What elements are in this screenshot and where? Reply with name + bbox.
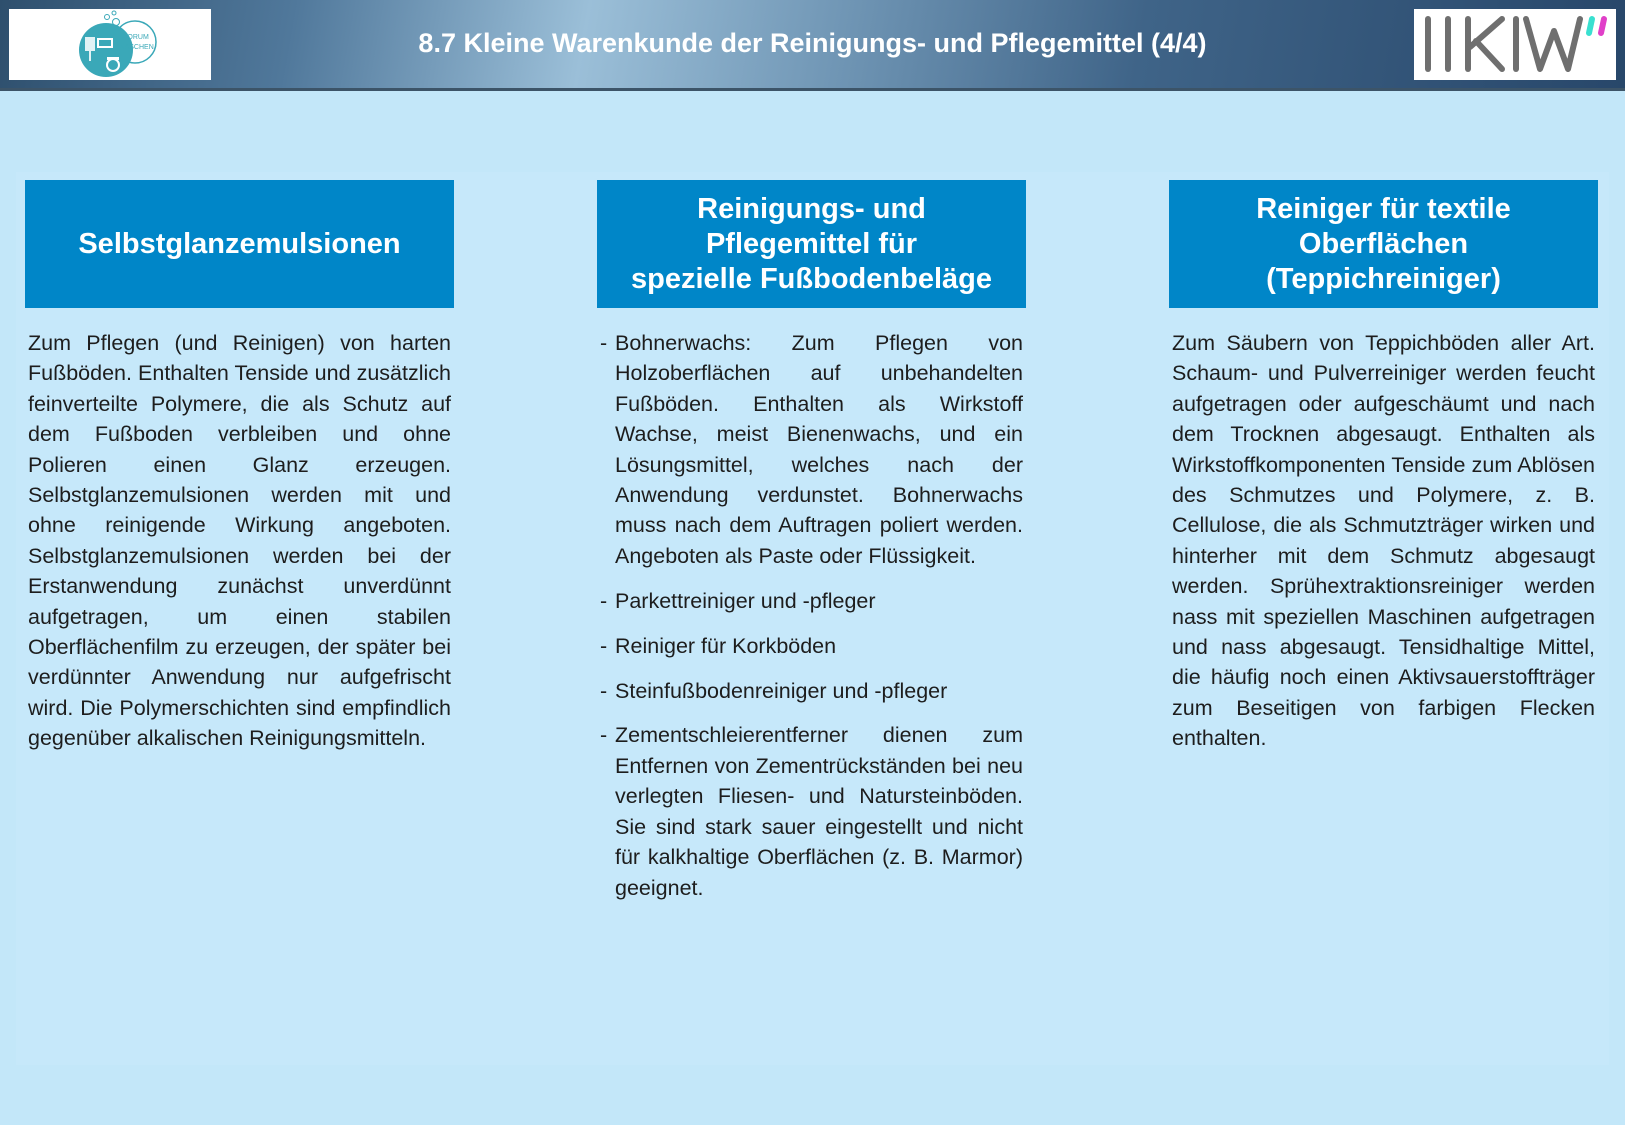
forum-waschen-logo-icon	[9, 9, 211, 80]
heading-line: spezielle Fußbodenbeläge	[631, 262, 992, 295]
list-item: - Parkettreiniger und -pfleger	[600, 586, 1023, 616]
svg-text:WASCHEN: WASCHEN	[118, 44, 154, 51]
heading-line: Reinigungs- und	[697, 192, 926, 225]
heading-line: Pflegemittel für	[705, 227, 918, 260]
product-list	[597, 328, 1026, 903]
ikw-logo-icon	[1414, 9, 1616, 80]
column-heading-text	[1256, 192, 1511, 297]
column-spezielle-fussbodenbelaege	[597, 180, 1026, 917]
heading-line: Oberflächen	[1298, 227, 1469, 260]
list-item: - Bohnerwachs: Zum Pflegen von Holzoberflächen auf unbehandelten Fußböden. Enthalten als Wirkstoff Wachse, meist Bienenwachs, und ein Lösungsmittel, welches nach der Anwendung verdunstet. Bohnerwachs muss nach dem Auftragen poliert werden. Angeboten als Paste oder Flüssigkeit.	[600, 328, 1023, 571]
heading-line: (Teppichreiniger)	[1266, 262, 1501, 295]
column-heading	[25, 180, 454, 308]
column-body-text: Zum Säubern von Teppichböden aller Art. Schaum- und Pulverreiniger werden feucht aufgetragen oder aufgeschäumt und nach dem Trocknen abgesaugt. Enthalten als Wirkstoffkomponenten Tenside zum Ablösen des Schmutzes und Polymere, z. B. Cellulose, die als Schmutzträger wirken und hinterher mit dem Schmutz abgesaugt werden. Sprühextraktionsreiniger werden nass mit speziellen Maschinen aufgetragen und nass abgesaugt. Tensidhaltige Mittel, die häufig noch einen Aktivsauerstoffträger zum Beseitigen von farbigen Flecken enthalten.	[1172, 331, 1595, 751]
list-item: - Zementschleierentferner dienen zum Entfernen von Zementrückständen bei neu verlegten Fliesen- und Natursteinböden. Sie sind stark sauer eingestellt und nicht für kalkhaltige Oberflächen (z. B. Marmor) geeignet.	[600, 720, 1023, 902]
column-heading-text: Selbstglanzemulsionen	[78, 227, 401, 260]
header-bar	[0, 0, 1625, 91]
heading-line: Reiniger für textile	[1256, 192, 1511, 225]
forum-waschen-logo	[9, 9, 211, 80]
column-textile-oberflaechen	[1169, 180, 1598, 754]
column-heading	[597, 180, 1026, 308]
ikw-logo	[1414, 9, 1616, 80]
column-selbstglanzemulsionen	[25, 180, 454, 754]
svg-text:FORUM: FORUM	[123, 34, 149, 41]
column-body-text: Zum Pflegen (und Reinigen) von harten Fußböden. Enthalten Tenside und zusätzlich feinverteilte Polymere, die als Schutz auf dem Fußboden verbleiben und ohne Polieren einen Glanz erzeugen. Selbstglanzemulsionen werden mit und ohne reinigende Wirkung angeboten. Selbstglanzemulsionen werden bei der Erstanwendung zunächst unverdünnt aufgetragen, um einen stabilen Oberflächenfilm zu erzeugen, der später bei verdünnter Anwendung nur aufgefrischt wird. Die Polymerschichten sind empfindlich gegenüber alkalischen Reinigungsmitteln.	[28, 331, 451, 751]
column-heading-text	[631, 192, 992, 297]
list-item: - Steinfußbodenreiniger und -pfleger	[600, 676, 1023, 706]
svg-text:IKW: IKW	[1488, 19, 1490, 20]
list-item: - Reiniger für Korkböden	[600, 631, 1023, 661]
column-heading	[1169, 180, 1598, 308]
page-title: 8.7 Kleine Warenkunde der Reinigungs- und Pflegemittel (4/4)	[418, 28, 1207, 58]
